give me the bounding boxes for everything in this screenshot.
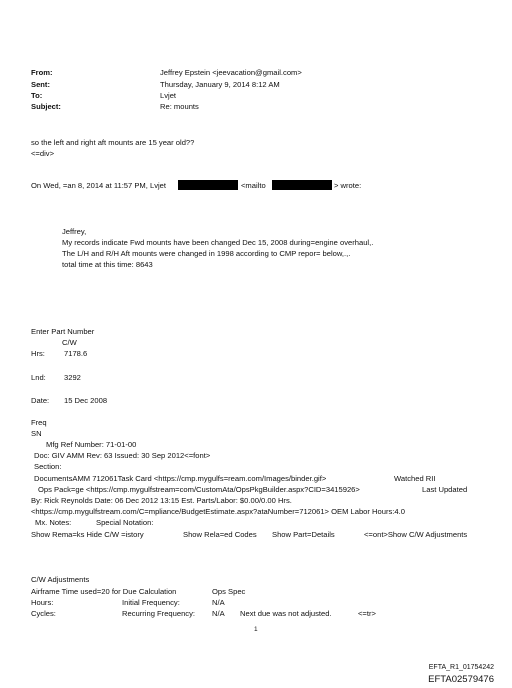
sn-label: SN xyxy=(31,429,42,438)
sent-label: Sent: xyxy=(31,80,50,89)
show-cw-adjustments-link[interactable]: <=ont>Show C/W Adjustments xyxy=(364,530,468,539)
show-part-details-link[interactable]: Show Part=Details xyxy=(272,530,335,539)
airframe-time: Airframe Time used=20 for Due Calculation xyxy=(31,587,177,596)
enter-part-number: Enter Part Number xyxy=(31,327,95,336)
quote-intro-prefix: On Wed, =an 8, 2014 at 11:57 PM, Lvjet xyxy=(31,181,167,190)
cw-label: C/W xyxy=(62,338,77,347)
cycles-label: Cycles: xyxy=(31,609,56,618)
lnd-label: Lnd: xyxy=(31,373,46,382)
quoted-line-2: The L/H and R/H Aft mounts were changed in 1998 according to CMP repor= below,.,. xyxy=(62,249,351,258)
section-label: Section: xyxy=(34,462,62,471)
quote-intro-suffix: > wrote: xyxy=(334,181,362,190)
to-value: Lvjet xyxy=(160,91,177,100)
bates-ref-2: EFTA02579476 xyxy=(428,674,494,685)
hours-label: Hours: xyxy=(31,598,54,607)
tr-tag: <=tr> xyxy=(358,609,376,618)
initial-frequency-label: Initial Frequency: xyxy=(122,598,180,607)
mfg-ref-number: Mfg Ref Number: 71-01-00 xyxy=(46,440,137,449)
show-remarks-link[interactable]: Show Rema=ks Hide C/W =istory xyxy=(31,530,144,539)
from-label: From: xyxy=(31,68,53,77)
from-value: Jeffrey Epstein <jeevacation@gmail.com> xyxy=(160,68,302,77)
ops-spec-label: Ops Spec xyxy=(212,587,246,596)
date-value: 15 Dec 2008 xyxy=(64,396,108,405)
hrs-value: 7178.6 xyxy=(64,349,88,358)
redaction-bar xyxy=(272,180,332,190)
recurring-frequency-value: N/A xyxy=(212,609,225,618)
recurring-frequency-label: Recurring Frequency: xyxy=(122,609,196,618)
compliance-link[interactable]: <https://cmp.mygulfstream.com/C=mpliance/BudgetEstimate.aspx?ataNumber=712061> OEM Labor Hours:4.0 xyxy=(31,507,405,516)
ops-package-link[interactable]: Ops Pack=ge <https://cmp.mygulfstream=com/CustomAta/OpsPkgBuilder.aspx?CID=3415926> xyxy=(38,485,360,494)
quoted-greeting: Jeffrey, xyxy=(62,227,87,236)
task-card-link[interactable]: DocumentsAMM 712061Task Card <https://cmp.mygulfs=ream.com/Images/binder.gif> xyxy=(34,474,327,483)
hrs-label: Hrs: xyxy=(31,349,45,358)
reply-line-2: <=div> xyxy=(31,149,55,158)
updated-by: By: Rick Reynolds Date: 06 Dec 2012 13:15 Est. Parts/Labor: $0.00/0.00 Hrs. xyxy=(31,496,292,505)
subject-value: Re: mounts xyxy=(160,102,199,111)
subject-label: Subject: xyxy=(31,102,61,111)
mx-notes-label: Mx. Notes: xyxy=(35,518,72,527)
watched-rii: Watched RII xyxy=(394,474,436,483)
redaction-bar xyxy=(178,180,238,190)
date-label: Date: xyxy=(31,396,50,405)
bates-ref-1: EFTA_R1_01754242 xyxy=(428,664,494,671)
quoted-line-1: My records indicate Fwd mounts have been changed Dec 15, 2008 during=engine overhaul,. xyxy=(62,238,374,247)
sent-value: Thursday, January 9, 2014 8:12 AM xyxy=(160,80,280,89)
initial-frequency-value: N/A xyxy=(212,598,225,607)
doc-info: Doc: GIV AMM Rev: 63 Issued: 30 Sep 2012<=font> xyxy=(34,451,211,460)
last-updated-label: Last Updated xyxy=(422,485,468,494)
lnd-value: 3292 xyxy=(64,373,81,382)
quoted-line-3: total time at this time: 8643 xyxy=(62,260,153,269)
special-notation-label: Special Notation: xyxy=(96,518,154,527)
page-number: 1 xyxy=(254,626,258,633)
next-due-note: Next due was not adjusted. xyxy=(240,609,332,618)
freq-label: Freq xyxy=(31,418,47,427)
show-related-codes-link[interactable]: Show Rela=ed Codes xyxy=(183,530,257,539)
quote-intro-mailto: <mailto xyxy=(241,181,266,190)
cw-adjustments-title: C/W Adjustments xyxy=(31,575,90,584)
to-label: To: xyxy=(31,91,43,100)
reply-line-1: so the left and right aft mounts are 15 year old?? xyxy=(31,138,195,147)
